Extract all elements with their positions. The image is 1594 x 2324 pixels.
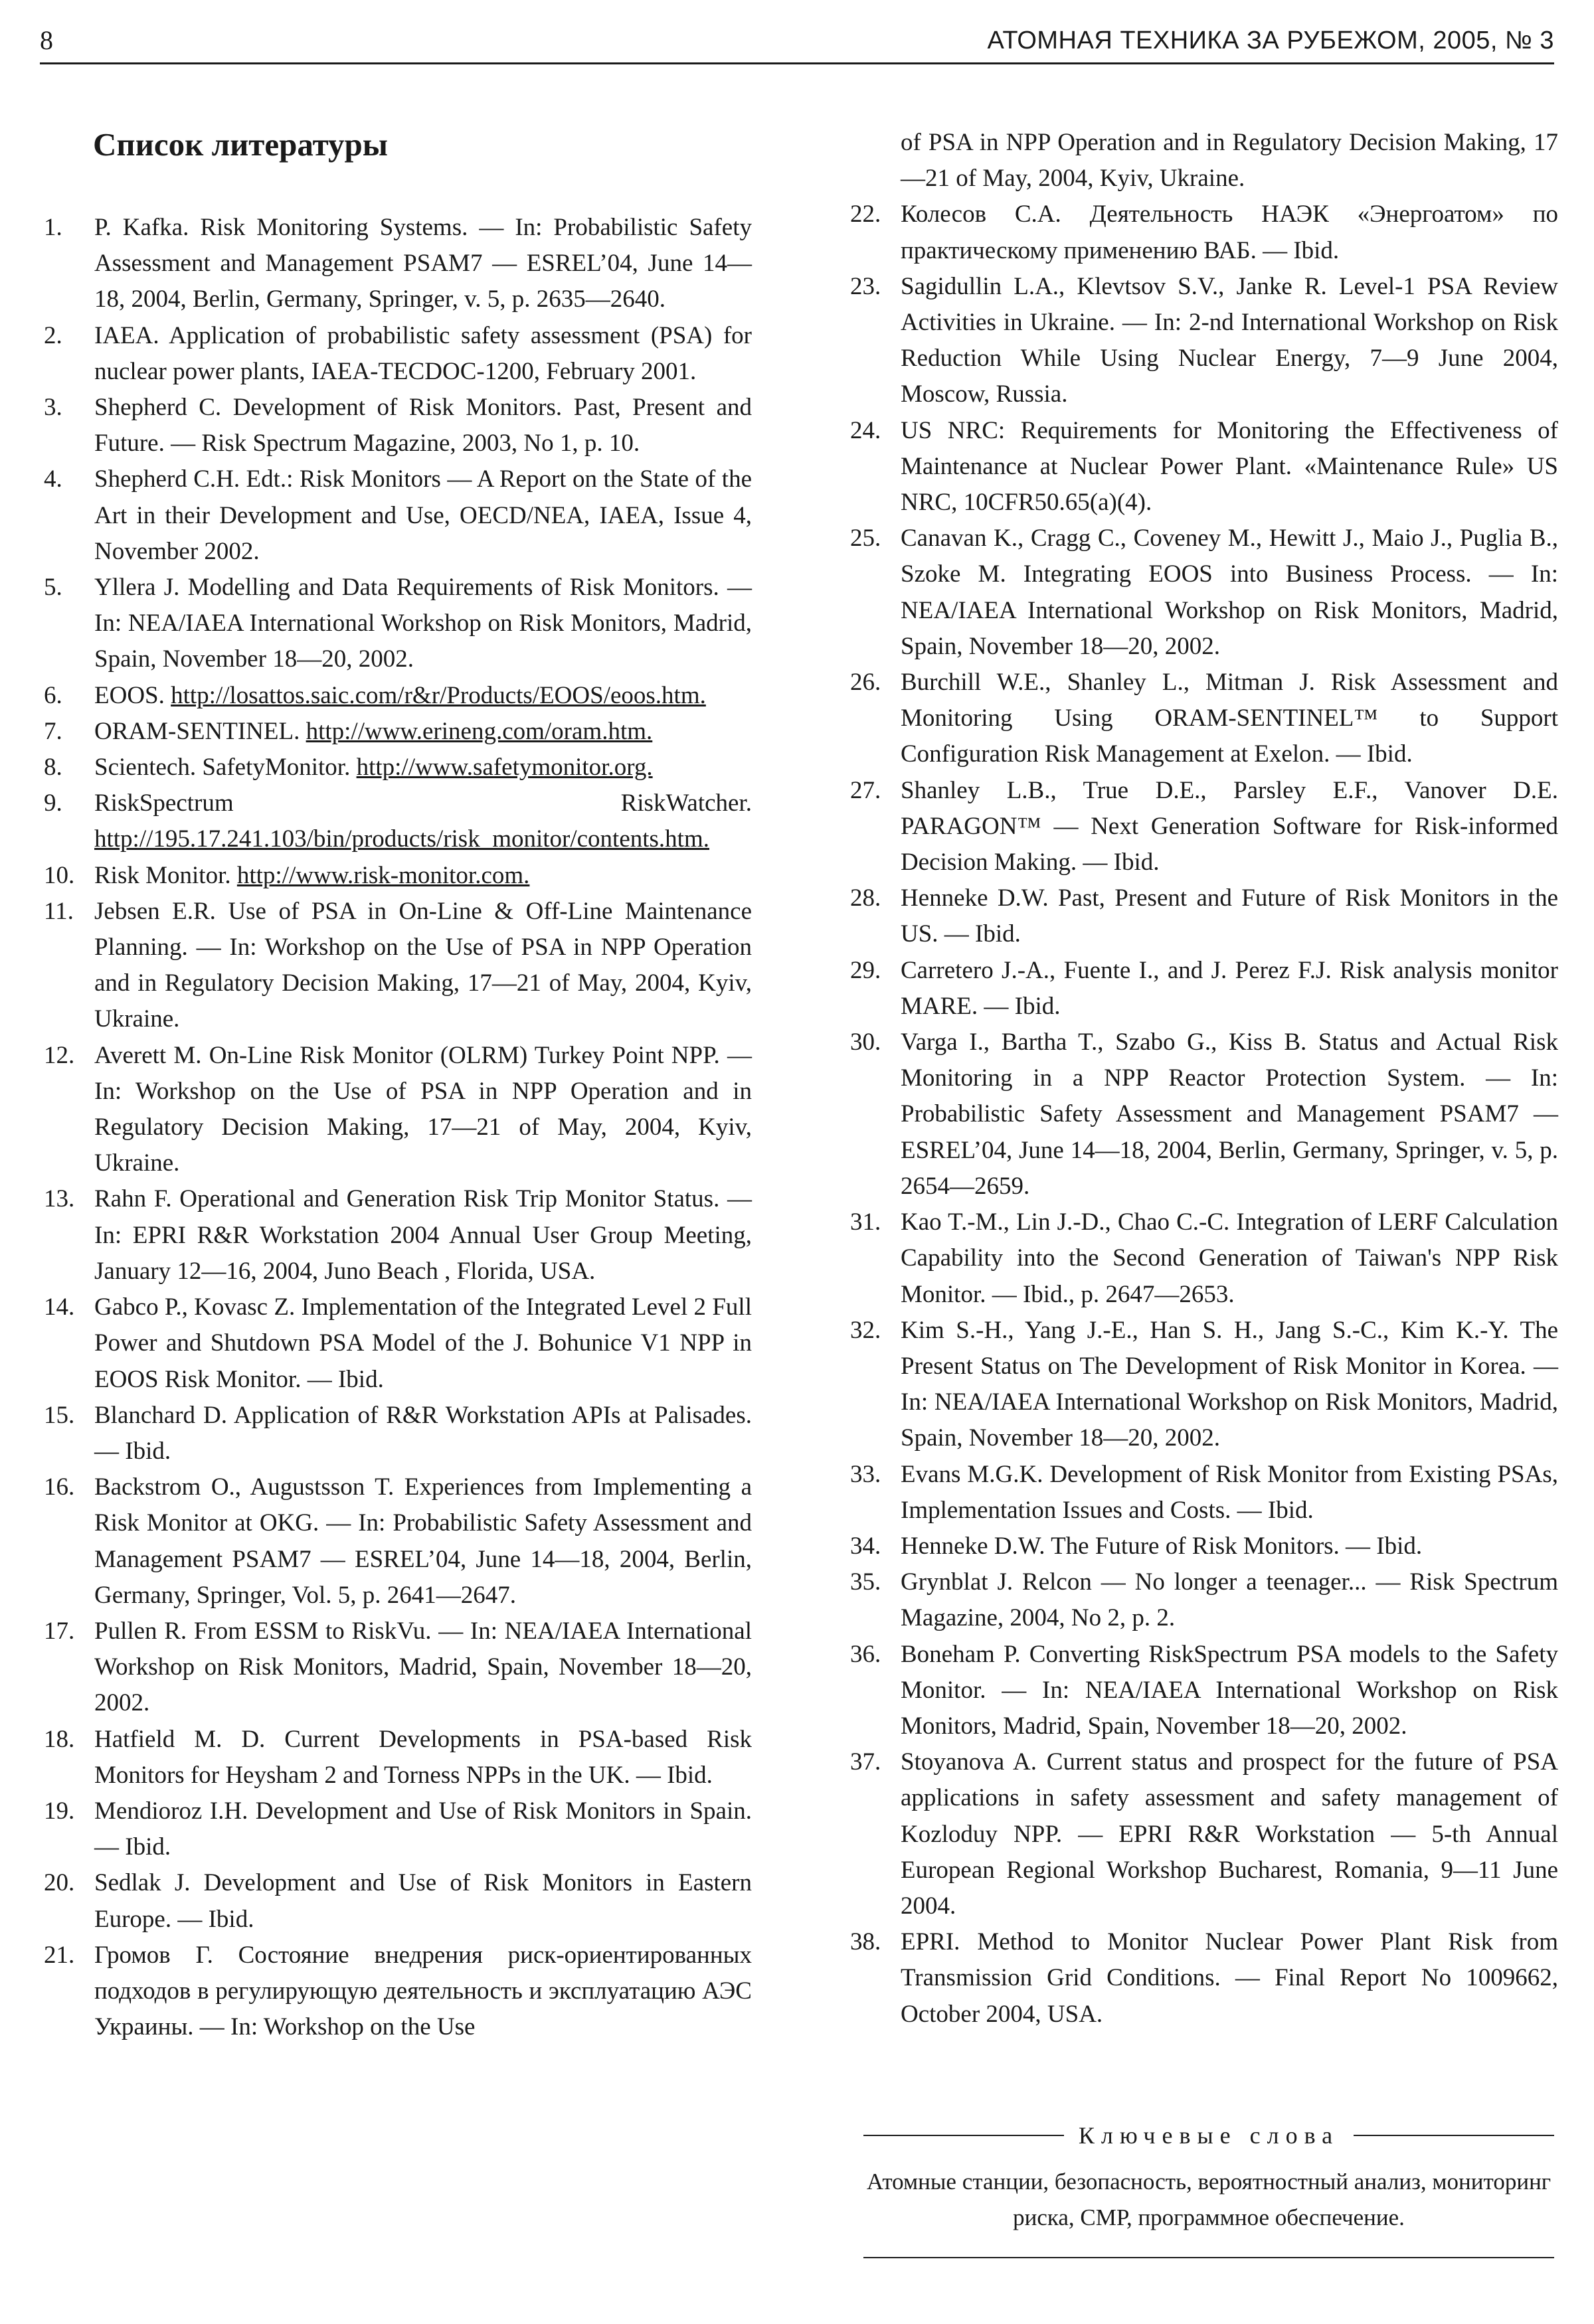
reference-number: 17. [44, 1617, 75, 1645]
journal-title: АТОМНАЯ ТЕХНИКА ЗА РУБЕЖОМ, 2005, № 3 [987, 27, 1554, 54]
reference-link[interactable]: http://195.17.241.103/bin/products/risk_monitor/contents.htm. [94, 825, 709, 853]
reference-body: Sagidullin L.A., Klevtsov S.V., Janke R. Level-1 PSA Review Activities in Ukraine. — In: 2-nd International Workshop on Risk Reduction While Using Nuclear Energy, 7—9 June 2004, Moscow, Russia. [901, 272, 1558, 408]
reference-text [94, 1938, 752, 2046]
keywords-text: Атомные станции, безопасность, вероятностный анализ, мониторинг риска, СМР, программное обеспечение. [866, 2169, 1551, 2230]
reference-item [850, 413, 1558, 521]
reference-body: Varga I., Bartha T., Szabo G., Kiss B. Status and Actual Risk Monitoring in a NPP Reactor Protection System. — In: Probabilistic Safety Assessment and Management PSAM7 — ESREL’04, June 14—18, 2004, Berlin, Germany, Springer, v. 5, p. 2654—2659. [901, 1029, 1558, 1200]
reference-item [44, 390, 752, 461]
reference-text [901, 521, 1558, 665]
reference-number: 4. [44, 465, 62, 493]
reference-text [94, 570, 752, 678]
reference-number: 28. [850, 884, 881, 912]
reference-number: 8. [44, 754, 62, 782]
reference-item [850, 1529, 1558, 1564]
reference-body: Carretero J.-A., Fuente I., and J. Perez F.J. Risk analysis monitor MARE. — Ibid. [901, 956, 1558, 1020]
reference-text [94, 390, 752, 461]
reference-number: 36. [850, 1640, 881, 1668]
reference-link[interactable]: http://losattos.saic.com/r&r/Products/EOOS/eoos.htm. [171, 681, 706, 709]
reference-list-right [850, 197, 1558, 2032]
reference-body: US NRC: Requirements for Monitoring the Effectiveness of Maintenance at Nuclear Power Plant. «Maintenance Rule» US NRC, 10CFR50.65(a)(4). [901, 416, 1558, 517]
reference-text [901, 1204, 1558, 1313]
reference-item [44, 1614, 752, 1722]
reference-body: Henneke D.W. The Future of Risk Monitors. — Ibid. [901, 1532, 1423, 1560]
reference-body: Sedlak J. Development and Use of Risk Monitors in Eastern Europe. — Ibid. [94, 1869, 752, 1933]
reference-text [94, 1865, 752, 1937]
reference-item [850, 1924, 1558, 2033]
reference-number: 5. [44, 574, 62, 602]
reference-link[interactable]: http://www.erineng.com/oram.htm. [306, 717, 653, 745]
page-header [40, 23, 1554, 64]
reference-item [850, 197, 1558, 268]
reference-body: Evans M.G.K. Development of Risk Monitor from Existing PSAs, Implementation Issues and Costs. — Ibid. [901, 1460, 1558, 1524]
reference-item [850, 1313, 1558, 1457]
reference-21-continuation: of PSA in NPP Operation and in Regulatory Decision Making, 17—21 of May, 2004, Kyiv, Ukraine. [901, 129, 1558, 193]
reference-body: Yllera J. Modelling and Data Requirements of Risk Monitors. — In: NEA/IAEA International Workshop on Risk Monitors, Madrid, Spain, November 18—20, 2002. [94, 574, 752, 673]
reference-body: EPRI. Method to Monitor Nuclear Power Plant Risk from Transmission Grid Conditions. — Final Report No 1009662, October 2004, USA. [901, 1928, 1558, 2028]
reference-number: 15. [44, 1401, 75, 1429]
reference-item [44, 1793, 752, 1865]
reference-list-left [44, 210, 752, 2045]
reference-number: 25. [850, 525, 881, 552]
reference-body: Pullen R. From ESSM to RiskVu. — In: NEA/IAEA International Workshop on Risk Monitors, Madrid, Spain, November 18—20, 2002. [94, 1617, 752, 1717]
page-number: 8 [40, 25, 53, 55]
keywords-rule-left [863, 2135, 1064, 2136]
reference-body: Stoyanova A. Current status and prospect for the future of PSA applications in safety assessment and safety management of Kozloduy NPP. — EPRI R&R Workstation — 5-th Annual European Regional Workshop Bucharest, Romania, 9—11 June 2004. [901, 1748, 1558, 1920]
reference-number: 30. [850, 1029, 881, 1056]
reference-number: 18. [44, 1725, 75, 1753]
reference-item [44, 786, 752, 857]
reference-text [94, 714, 752, 750]
reference-text [94, 1038, 752, 1182]
reference-link[interactable]: http://www.risk-monitor.com. [236, 861, 530, 889]
reference-text [901, 413, 1558, 521]
reference-item [44, 570, 752, 678]
reference-text [901, 1457, 1558, 1529]
reference-number: 14. [44, 1293, 75, 1321]
reference-item [850, 269, 1558, 413]
reference-item [850, 1204, 1558, 1313]
reference-link[interactable]: http://www.safetymonitor.org. [356, 754, 653, 782]
reference-number: 13. [44, 1185, 75, 1213]
reference-number: 23. [850, 272, 881, 300]
reference-number: 3. [44, 394, 62, 422]
reference-text [901, 269, 1558, 413]
reference-number: 24. [850, 416, 881, 444]
reference-body: Shepherd C.H. Edt.: Risk Monitors — A Report on the State of the Art in their Development and Use, OECD/NEA, IAEA, Issue 4, November 2002. [94, 465, 752, 565]
keywords-title: Ключевые слова [1078, 2122, 1340, 2149]
reference-text [901, 1025, 1558, 1204]
reference-item [850, 665, 1558, 773]
reference-item [44, 858, 752, 894]
reference-item [850, 773, 1558, 881]
reference-body: RiskSpectrum RiskWatcher. [94, 789, 752, 817]
reference-number: 19. [44, 1797, 75, 1825]
reference-body: IAEA. Application of probabilistic safety assessment (PSA) for nuclear power plants, IAEA-TECDOC-1200, February 2001. [94, 321, 752, 385]
reference-text [94, 894, 752, 1038]
reference-body: Grynblat J. Relcon — No longer a teenager... — Risk Spectrum Magazine, 2004, No 2, p. 2. [901, 1568, 1558, 1632]
reference-item [850, 1564, 1558, 1636]
reference-body: EOOS. [94, 681, 165, 709]
reference-text [94, 1469, 752, 1614]
reference-number: 11. [44, 897, 74, 925]
reference-body: Henneke D.W. Past, Present and Future of Risk Monitors in the US. — Ibid. [901, 884, 1558, 948]
reference-item [44, 1038, 752, 1182]
reference-item [44, 1722, 752, 1793]
reference-item [850, 1025, 1558, 1204]
reference-number: 21. [44, 1941, 75, 1969]
keywords-title-row [863, 2121, 1554, 2149]
reference-item [44, 678, 752, 714]
reference-number: 38. [850, 1928, 881, 1956]
reference-item [44, 461, 752, 570]
reference-item [44, 1469, 752, 1614]
reference-text [94, 210, 752, 318]
section-title: Список литературы [93, 126, 389, 163]
reference-text [94, 750, 752, 786]
reference-text [94, 1181, 752, 1289]
reference-number: 6. [44, 681, 62, 709]
reference-body: Громов Г. Состояние внедрения риск-ориентированных подходов в регулирующую деятельность и эксплуатацию АЭС Украины. — In: Workshop on the Use [94, 1941, 752, 2041]
reference-text [901, 1744, 1558, 1924]
reference-item [44, 1865, 752, 1937]
reference-item [44, 1938, 752, 2046]
reference-item [850, 1744, 1558, 1924]
reference-body: Jebsen E.R. Use of PSA in On-Line & Off-Line Maintenance Planning. — In: Workshop on the Use of PSA in NPP Operation and in Regulatory Decision Making, 17—21 of May, 2004, Kyiv, Ukraine. [94, 897, 752, 1033]
left-column [44, 125, 752, 2045]
reference-item [44, 1181, 752, 1289]
reference-text [901, 665, 1558, 773]
reference-text [901, 1924, 1558, 2033]
reference-body: P. Kafka. Risk Monitoring Systems. — In: Probabilistic Safety Assessment and Management PSAM7 — ESREL’04, June 14—18, 2004, Berlin, Germany, Springer, v. 5, p. 2635—2640. [94, 214, 752, 313]
reference-number: 35. [850, 1568, 881, 1596]
reference-item [850, 880, 1558, 952]
reference-number: 9. [44, 789, 62, 817]
reference-text [94, 1793, 752, 1865]
reference-number: 10. [44, 861, 75, 889]
reference-body: Kim S.-H., Yang J.-E., Han S. H., Jang S.-C., Kim K.-Y. The Present Status on The Development of Risk Monitor in Korea. — In: NEA/IAEA International Workshop on Risk Monitors, Madrid, Spain, November 18—20, 2002. [901, 1316, 1558, 1452]
reference-number: 32. [850, 1316, 881, 1344]
reference-number: 26. [850, 669, 881, 697]
keywords-block [863, 2121, 1554, 2258]
reference-body: Колесов С.А. Деятельность НАЭК «Энергоатом» по практическому применению ВАБ. — Ibid. [901, 201, 1558, 264]
reference-body: Scientech. SafetyMonitor. [94, 754, 351, 782]
reference-text [94, 858, 752, 894]
reference-body: Risk Monitor. [94, 861, 231, 889]
reference-text [94, 1722, 752, 1793]
reference-item [44, 210, 752, 318]
reference-body: Shanley L.B., True D.E., Parsley E.F., Vanover D.E. PARAGON™ — Next Generation Software for Risk-informed Decision Making. — Ibid. [901, 776, 1558, 876]
reference-text [901, 1313, 1558, 1457]
keywords-bottom-rule [863, 2257, 1554, 2258]
reference-item [44, 1289, 752, 1398]
reference-body: Blanchard D. Application of R&R Workstation APIs at Palisades. — Ibid. [94, 1401, 752, 1465]
reference-number: 12. [44, 1041, 75, 1069]
reference-number: 33. [850, 1460, 881, 1488]
keywords-rule-right [1354, 2135, 1554, 2136]
reference-body: Mendioroz I.H. Development and Use of Risk Monitors in Spain. — Ibid. [94, 1797, 752, 1861]
reference-text [901, 953, 1558, 1025]
reference-number: 34. [850, 1532, 881, 1560]
reference-number: 1. [44, 214, 62, 241]
reference-item [44, 1398, 752, 1469]
reference-item [850, 521, 1558, 665]
reference-text [901, 197, 1558, 268]
reference-text [94, 1398, 752, 1469]
reference-number: 20. [44, 1869, 75, 1897]
reference-item [850, 953, 1558, 1025]
reference-body: Burchill W.E., Shanley L., Mitman J. Risk Assessment and Monitoring Using ORAM-SENTINEL™ to Support Configuration Risk Management at Exelon. — Ibid. [901, 669, 1558, 768]
reference-body: Kao T.-M., Lin J.-D., Chao C.-C. Integration of LERF Calculation Capability into the Second Generation of Taiwan's NPP Risk Monitor. — Ibid., p. 2647—2653. [901, 1208, 1558, 1308]
reference-item [850, 1457, 1558, 1529]
reference-text [901, 1529, 1558, 1564]
reference-text [94, 678, 752, 714]
reference-text [94, 461, 752, 570]
reference-text [94, 1289, 752, 1398]
reference-number: 37. [850, 1748, 881, 1776]
reference-number: 31. [850, 1208, 881, 1236]
reference-text [94, 318, 752, 390]
reference-text [94, 786, 752, 857]
reference-text [901, 880, 1558, 952]
reference-body: Averett M. On-Line Risk Monitor (OLRM) Turkey Point NPP. — In: Workshop on the Use of PSA in NPP Operation and in Regulatory Decision Making, 17—21 of May, 2004, Kyiv, Ukraine. [94, 1041, 752, 1177]
reference-text [94, 1614, 752, 1722]
reference-body: Rahn F. Operational and Generation Risk Trip Monitor Status. — In: EPRI R&R Workstation 2004 Annual User Group Meeting, January 12—16, 2004, Juno Beach , Florida, USA. [94, 1185, 752, 1285]
reference-body: Hatfield M. D. Current Developments in PSA-based Risk Monitors for Heysham 2 and Torness NPPs in the UK. — Ibid. [94, 1725, 752, 1789]
reference-item [44, 894, 752, 1038]
reference-item [44, 318, 752, 390]
reference-item [850, 1637, 1558, 1745]
reference-number: 29. [850, 956, 881, 984]
reference-number: 27. [850, 776, 881, 804]
reference-text [901, 773, 1558, 881]
reference-number: 2. [44, 321, 62, 349]
reference-item [44, 714, 752, 750]
reference-body: Backstrom O., Augustsson T. Experiences from Implementing a Risk Monitor at OKG. — In: Probabilistic Safety Assessment and Management PSAM7 — ESREL’04, June 14—18, 2004, Berlin, Germany, Springer, Vol. 5, p. 2641—2647. [94, 1473, 752, 1609]
reference-body: Canavan K., Cragg C., Coveney M., Hewitt J., Maio J., Puglia B., Szoke M. Integrating EOOS into Business Process. — In: NEA/IAEA International Workshop on Risk Monitors, Madrid, Spain, November 18—20, 2002. [901, 525, 1558, 660]
reference-body: Shepherd C. Development of Risk Monitors. Past, Present and Future. — Risk Spectrum Magazine, 2003, No 1, p. 10. [94, 394, 752, 457]
reference-number: 22. [850, 201, 881, 228]
reference-item [44, 750, 752, 786]
reference-body: Boneham P. Converting RiskSpectrum PSA models to the Safety Monitor. — In: NEA/IAEA International Workshop on Risk Monitors, Madrid, Spain, November 18—20, 2002. [901, 1640, 1558, 1740]
reference-text [901, 1637, 1558, 1745]
reference-number: 7. [44, 717, 62, 745]
reference-body: Gabco P., Kovasc Z. Implementation of the Integrated Level 2 Full Power and Shutdown PSA Model of the J. Bohunice V1 NPP in EOOS Risk Monitor. — Ibid. [94, 1293, 752, 1393]
reference-body: ORAM-SENTINEL. [94, 717, 300, 745]
reference-text [901, 1564, 1558, 1636]
reference-number: 16. [44, 1473, 75, 1501]
right-column [850, 125, 1558, 2033]
